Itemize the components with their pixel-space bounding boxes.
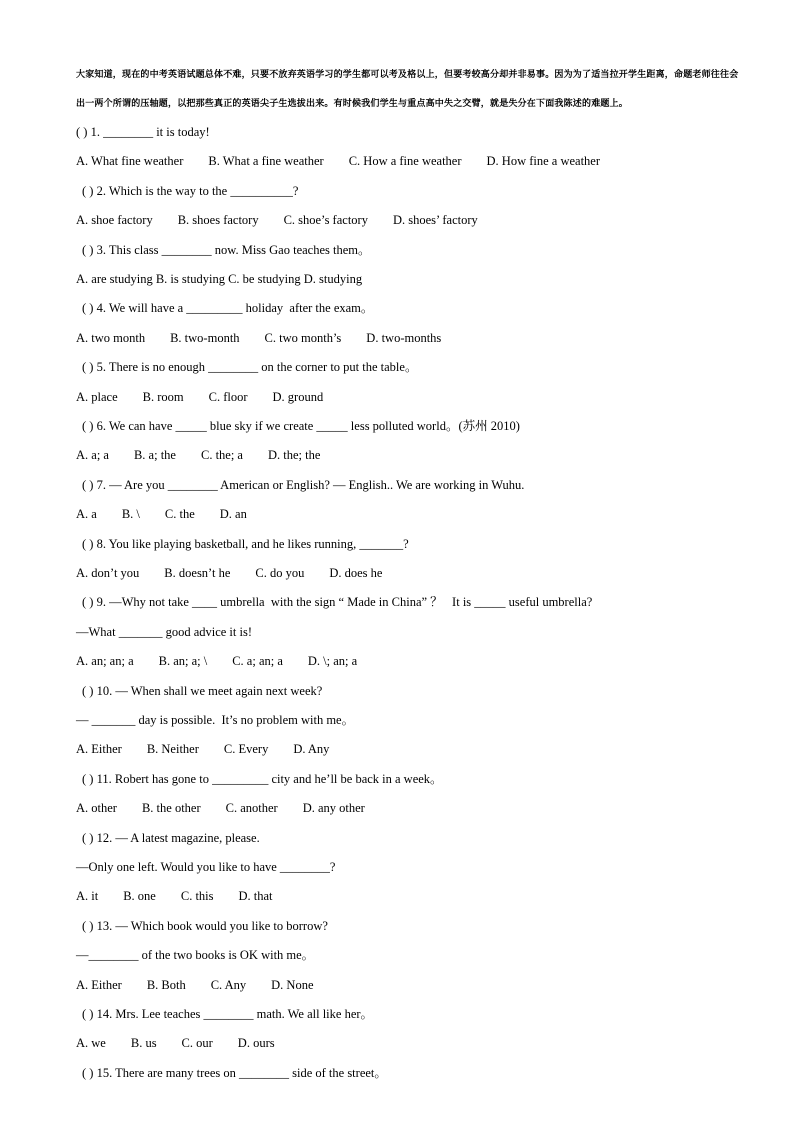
question-stem: ( ) 2. Which is the way to the __________?: [82, 183, 299, 198]
question-stem: ( ) 9. —Why not take ____ umbrella with the sign “ Made in China” ？ It is _____ useful umbrella?: [82, 595, 593, 610]
answer-options: A. Either B. Both C. Any D. None: [76, 977, 314, 992]
intro-line-2: 出一两个所谓的压轴题，以把那些真正的英语尖子生选拔出来。有时候我们学生与重点高中失之交臂，就是失分在下面我陈述的难题上。: [76, 99, 629, 109]
question-stem: ( ) 15. There are many trees on ________ side of the street。: [82, 1065, 387, 1080]
answer-options: A. place B. room C. floor D. ground: [76, 389, 324, 404]
answer-options: A. shoe factory B. shoes factory C. shoe’s factory D. shoes’ factory: [76, 213, 478, 228]
question-stem: ( ) 14. Mrs. Lee teaches ________ math. We all like her。: [82, 1007, 374, 1021]
answer-options: A. other B. the other C. another D. any other: [76, 801, 365, 816]
question-stem: ( ) 1. ________ it is today!: [76, 125, 210, 139]
answer-options: A. are studying B. is studying C. be studying D. studying: [76, 272, 363, 286]
answer-options: A. two month B. two-month C. two month’s D. two-months: [76, 330, 442, 345]
dialogue-line: — _______ day is possible. It’s no problem with me。: [76, 713, 355, 727]
answer-options: A. a; a B. a; the C. the; a D. the; the: [76, 448, 321, 463]
question-stem: ( ) 5. There is no enough ________ on the corner to put the table。: [82, 360, 418, 375]
answer-options: A. a B. \ C. the D. an: [76, 507, 247, 522]
answer-options: A. What fine weather B. What a fine weather C. How a fine weather D. How fine a weather: [76, 154, 601, 169]
question-stem: ( ) 6. We can have _____ blue sky if we create _____ less polluted world。(苏州 2010): [82, 419, 520, 433]
question-stem: ( ) 13. — Which book would you like to borrow?: [82, 918, 328, 933]
question-stem: ( ) 4. We will have a _________ holiday after the exam。: [82, 301, 374, 316]
answer-options: A. Either B. Neither C. Every D. Any: [76, 742, 330, 757]
question-stem: ( ) 8. You like playing basketball, and he likes running, _______?: [82, 536, 409, 551]
dialogue-line: —Only one left. Would you like to have ________?: [76, 860, 336, 874]
question-stem: ( ) 7. — Are you ________ American or English? — English.. We are working in Wuhu.: [82, 477, 525, 492]
question-stem: ( ) 11. Robert has gone to _________ city and he’ll be back in a week。: [82, 771, 443, 786]
question-stem: ( ) 3. This class ________ now. Miss Gao teaches them。: [82, 242, 371, 257]
dialogue-line: —What _______ good advice it is!: [76, 624, 253, 639]
answer-options: A. an; an; a B. an; a; \ C. a; an; a D. \; an; a: [76, 654, 358, 669]
answer-options: A. don’t you B. doesn’t he C. do you D. does he: [76, 566, 383, 580]
answer-options: A. we B. us C. our D. ours: [76, 1036, 275, 1051]
answer-options: A. it B. one C. this D. that: [76, 889, 273, 904]
intro-line-1: 大家知道，现在的中考英语试题总体不难，只要不放弃英语学习的学生都可以考及格以上，但要考较高分却并非易事。因为为了适当拉开学生距离，命题老师往往会: [76, 70, 739, 80]
question-stem: ( ) 10. — When shall we meet again next week?: [82, 683, 323, 698]
question-stem: ( ) 12. — A latest magazine, please.: [82, 830, 260, 845]
dialogue-line: —________ of the two books is OK with me。: [76, 948, 315, 963]
